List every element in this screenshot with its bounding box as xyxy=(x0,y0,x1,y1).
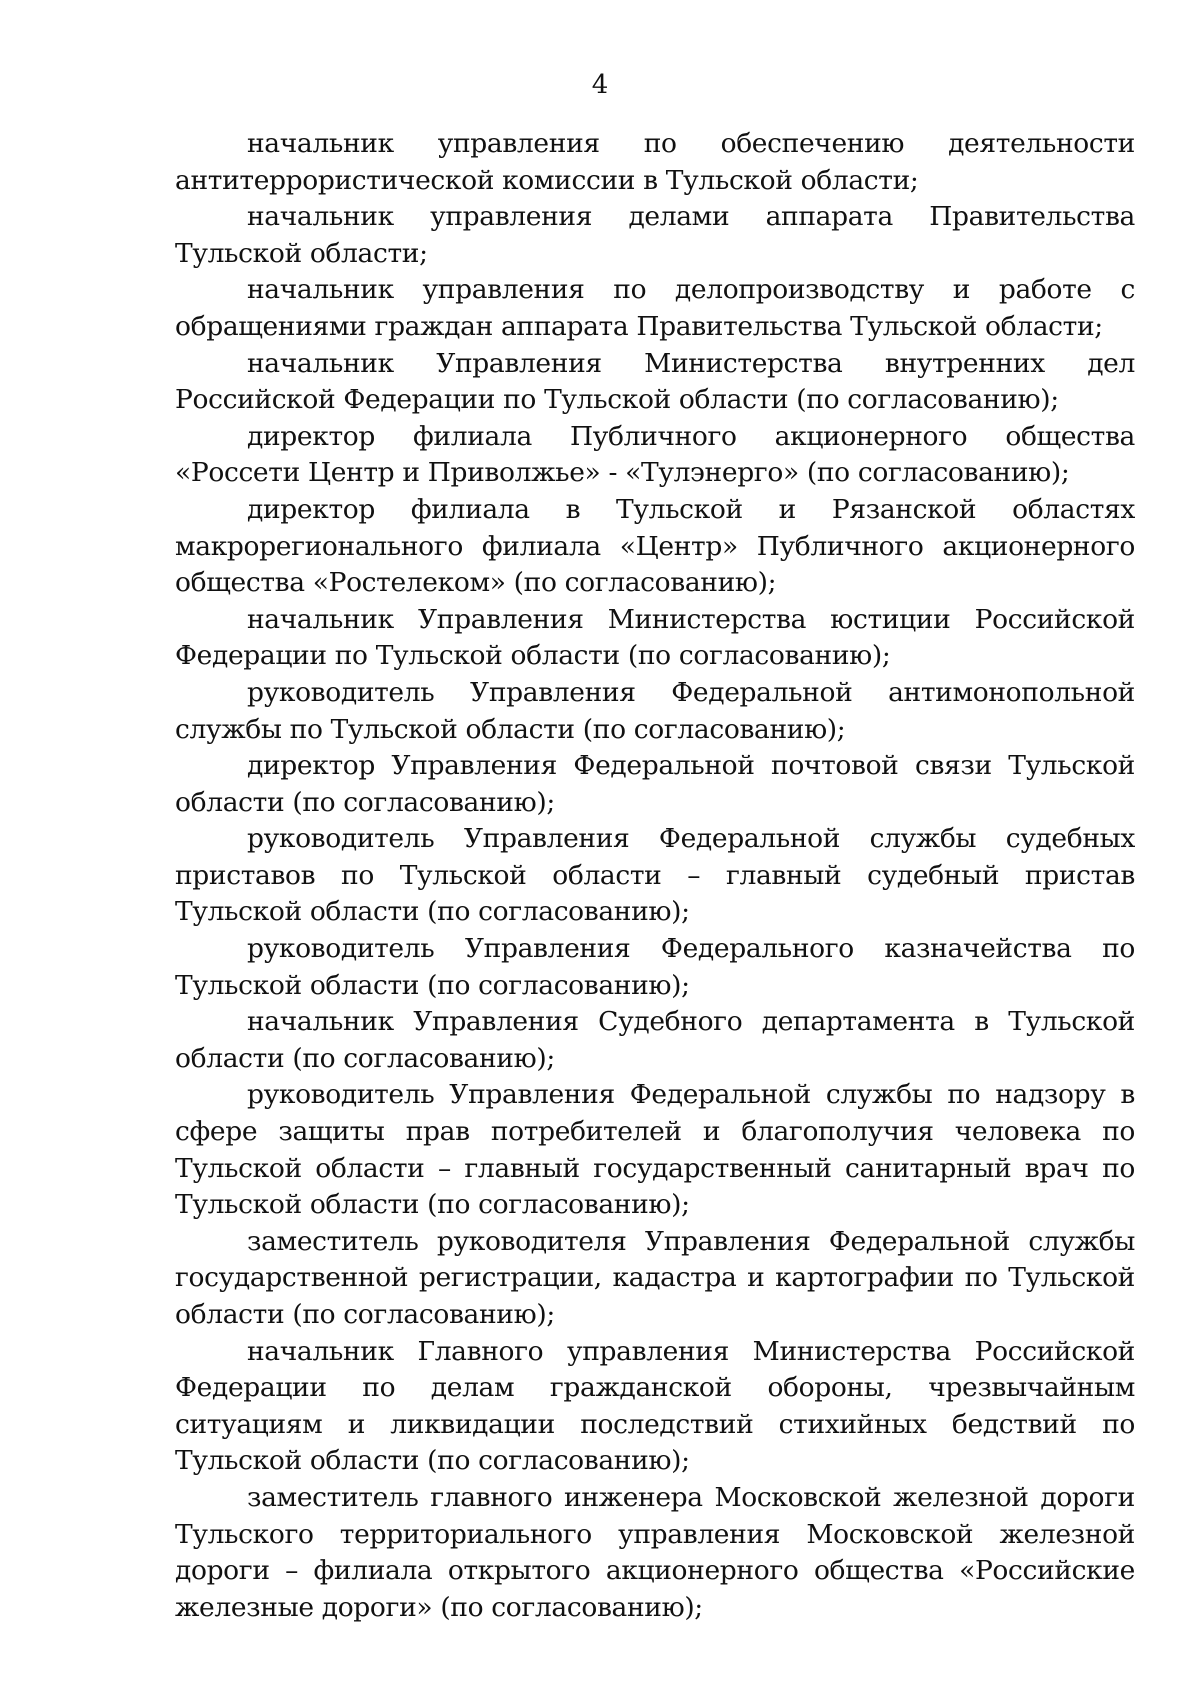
paragraph: руководитель Управления Федеральной антимонопольной службы по Тульской области (по согласованию); xyxy=(175,676,1135,745)
paragraph: начальник Управления Судебного департамента в Тульской области (по согласованию); xyxy=(175,1006,1135,1074)
paragraph: руководитель Управления Федеральной службы по надзору в сфере защиты прав потребителей и благополучия человека по Тульской области – главный государственный санитарный врач по Тульской области (по согласованию); xyxy=(175,1079,1135,1221)
paragraph: руководитель Управления Федеральной службы судебных приставов по Тульской области – главный судебный пристав Тульской области (по согласованию); xyxy=(175,823,1135,928)
paragraph: начальник управления по обеспечению деятельности антитеррористической комиссии в Тульской области; xyxy=(175,128,1135,196)
paragraph: начальник управления по делопроизводству и работе с обращениями граждан аппарата Правительства Тульской области; xyxy=(175,274,1135,342)
paragraph: начальник управления делами аппарата Правительства Тульской области; xyxy=(175,201,1135,269)
document-body xyxy=(175,126,1135,1626)
paragraph: начальник Управления Министерства юстиции Российской Федерации по Тульской области (по согласованию); xyxy=(175,603,1135,672)
paragraph: директор филиала Публичного акционерного общества «Россети Центр и Приволжье» - «Тулэнерго» (по согласованию); xyxy=(175,420,1135,489)
paragraph: начальник Управления Министерства внутренних дел Российской Федерации по Тульской области (по согласованию); xyxy=(175,347,1135,416)
paragraph: заместитель главного инженера Московской железной дороги Тульского территориального управления Московской железной дороги – филиала открытого акционерного общества «Российские железные дороги» (по согласованию); xyxy=(175,1481,1135,1623)
paragraph: директор Управления Федеральной почтовой связи Тульской области (по согласованию); xyxy=(175,750,1135,818)
paragraph: заместитель руководителя Управления Федеральной службы государственной регистрации, кадастра и картографии по Тульской области (по согласованию); xyxy=(175,1225,1135,1330)
paragraph: руководитель Управления Федерального казначейства по Тульской области (по согласованию); xyxy=(175,933,1135,1001)
paragraph: директор филиала в Тульской и Рязанской областях макрорегионального филиала «Центр» Публичного акционерного общества «Ростелеком» (по согласованию); xyxy=(175,493,1135,599)
page-number: 4 xyxy=(591,70,609,100)
paragraph: начальник Главного управления Министерства Российской Федерации по делам гражданской обороны, чрезвычайным ситуациям и ликвидации последствий стихийных бедствий по Тульской области (по согласованию); xyxy=(175,1335,1135,1477)
